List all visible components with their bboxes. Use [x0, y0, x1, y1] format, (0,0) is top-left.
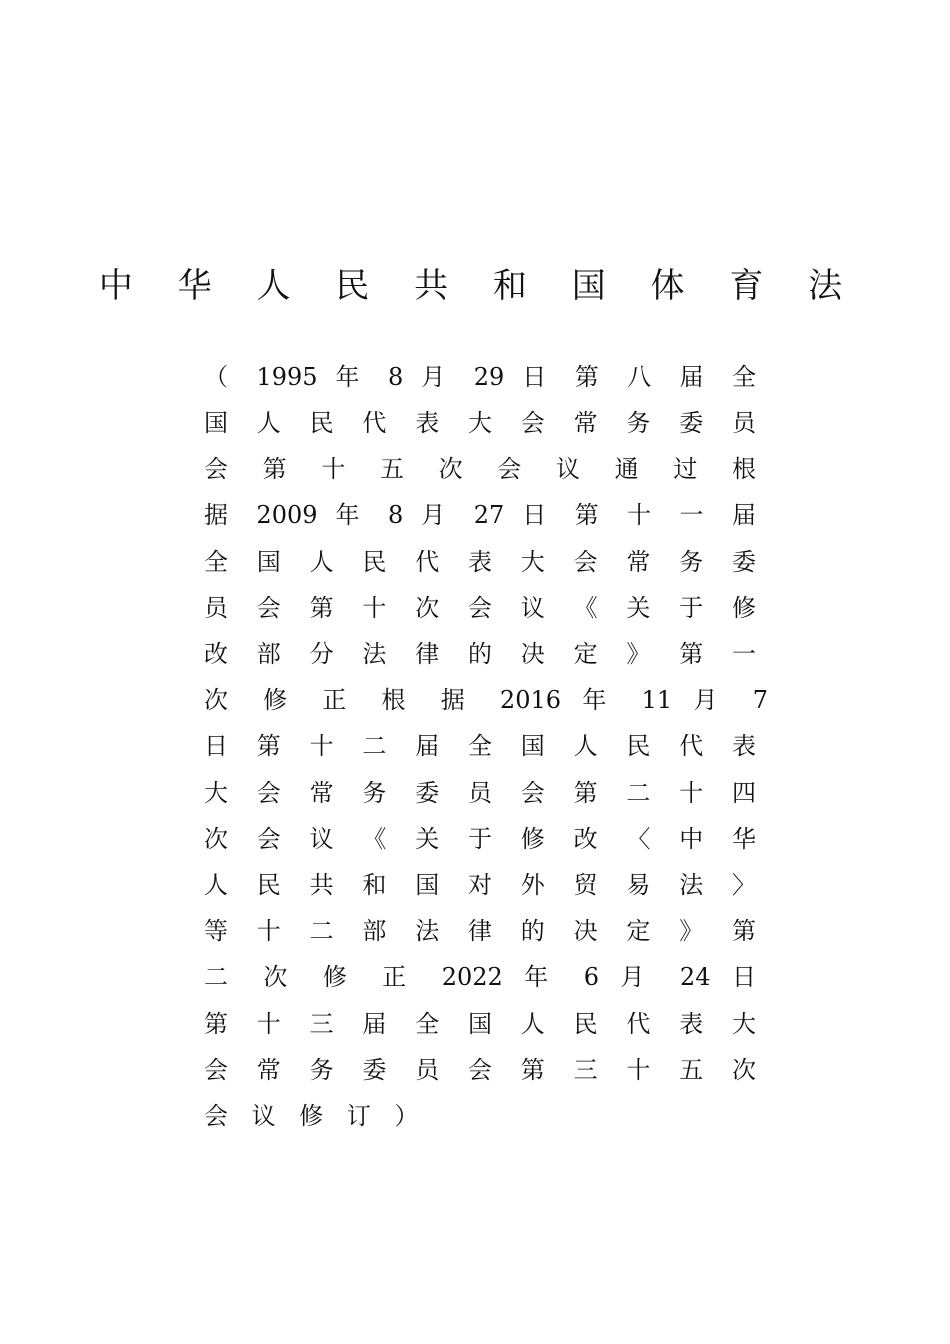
preamble-line: 等 十 二 部 法 律 的 决 定 》 第 [204, 917, 756, 945]
preamble-line: 二 次 修 正 2022 年 6 月 24 日 [204, 963, 756, 991]
preamble-line: 大 会 常 务 委 员 会 第 二 十 四 [204, 779, 756, 807]
preamble-line: 次 会 议 《 关 于 修 改 〈 中 华 [204, 825, 756, 853]
preamble-line: 人 民 共 和 国 对 外 贸 易 法 〉 [204, 871, 756, 899]
preamble-line: 会 议 修 订 ） [204, 1102, 419, 1130]
preamble-line: 全 国 人 民 代 表 大 会 常 务 委 [204, 548, 756, 576]
preamble-line: 据 2009 年 8 月 27 日 第 十 一 届 [204, 501, 756, 529]
document-title: 中 华 人 民 共 和 国 体 育 法 [98, 266, 860, 306]
preamble-line: 会 第 十 五 次 会 议 通 过 根 [204, 455, 756, 483]
preamble-line: 国 人 民 代 表 大 会 常 务 委 员 [204, 409, 756, 437]
preamble-line: 第 十 三 届 全 国 人 民 代 表 大 [204, 1010, 756, 1038]
preamble-line: （ 1995 年 8 月 29 日 第 八 届 全 [204, 363, 756, 391]
preamble-line: 次 修 正 根 据 2016 年 11 月 7 [204, 686, 768, 714]
preamble-line: 员 会 第 十 次 会 议 《 关 于 修 [204, 594, 756, 622]
preamble-line: 会 常 务 委 员 会 第 三 十 五 次 [204, 1056, 756, 1084]
preamble-line: 日 第 十 二 届 全 国 人 民 代 表 [204, 732, 756, 760]
preamble-line: 改 部 分 法 律 的 决 定 》 第 一 [204, 640, 756, 668]
